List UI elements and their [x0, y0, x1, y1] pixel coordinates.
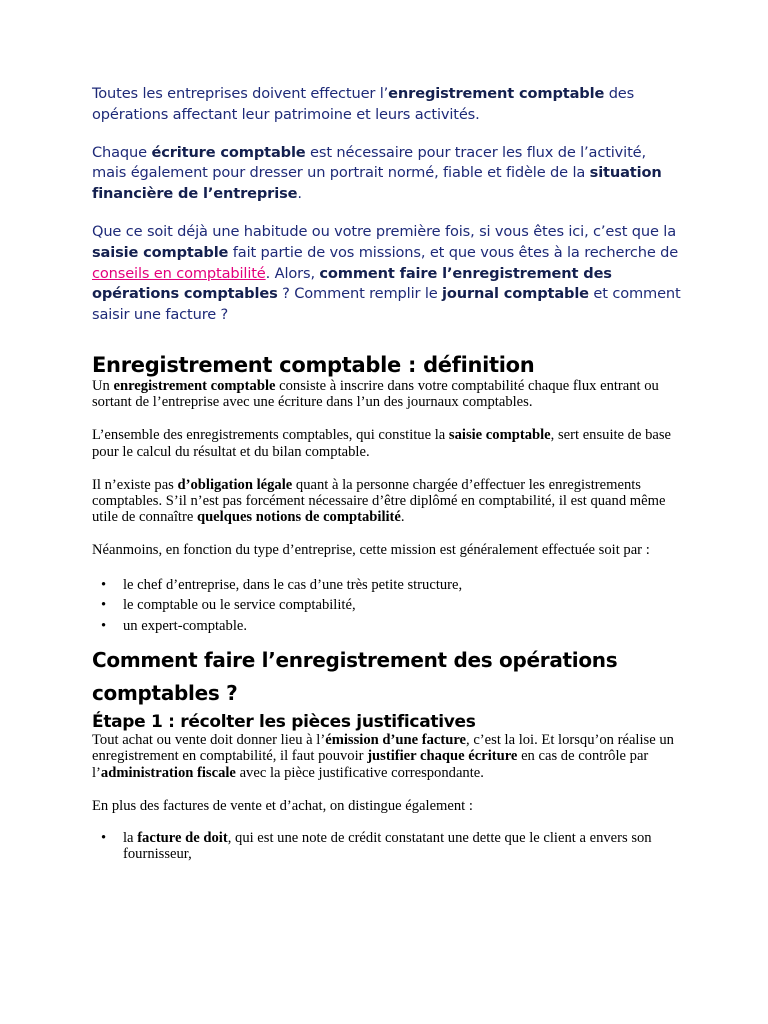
text-run: consiste à inscrire dans votre comptabilité chaque flux entrant ou sortant de l’entreprise avec une écriture dans l’un des journaux comptables. [92, 377, 659, 411]
bold-run: administration fiscale [100, 764, 236, 781]
bold-run: émission d’une facture [325, 732, 467, 749]
text-run: , qui est une note de crédit constatant une dette que le client a envers son fournisseur, [123, 829, 652, 863]
text-run: et comment saisir une facture ? [92, 285, 681, 324]
accounting-advice-link[interactable]: conseils en comptabilité [92, 264, 266, 282]
intro-paragraph-1 [92, 84, 682, 126]
text-run: ? Comment remplir le [277, 285, 443, 303]
how-to-heading: Comment faire l’enregistrement des opérations comptables ? [92, 648, 618, 706]
text-run: Que ce soit déjà une habitude ou votre première fois, si vous êtes ici, c’est que la [92, 222, 676, 240]
step-1-paragraph-1 [92, 732, 682, 781]
bold-run: enregistrement comptable [113, 377, 276, 394]
text-run: Toutes les entreprises doivent effectuer l’ [92, 85, 389, 102]
bold-run: justifier chaque écriture [367, 748, 518, 765]
text-run: Chaque [92, 143, 152, 161]
bold-run: d’obligation légale [177, 476, 293, 493]
responsible-list [92, 575, 682, 637]
text-run: la [123, 829, 138, 846]
definition-paragraph-1 [92, 378, 682, 410]
text-run: avec la pièce justificative correspondante. [235, 764, 484, 781]
bold-run: journal comptable [442, 285, 589, 303]
step-1-paragraph-2: En plus des factures de vente et d’achat, on distingue également : [92, 797, 473, 814]
bold-run: enregistrement comptable [388, 85, 605, 102]
text-run: , c’est la loi. Et lorsqu’on réalise un enregistrement en comptabilité, il faut pouvoir [92, 732, 674, 765]
bold-run: saisie comptable [92, 243, 229, 261]
text-run: est nécessaire pour tracer les flux de l’activité, mais également pour dresser un portrait normé, fiable et fidèle de la [92, 143, 646, 182]
text-run: . [400, 509, 405, 526]
text-run: Tout achat ou vente doit donner lieu à l’ [92, 732, 326, 749]
bold-run: comment faire l’enregistrement des opérations comptables [92, 264, 612, 303]
text-run: fait partie de vos missions, et que vous êtes à la recherche de [228, 243, 679, 261]
list-item [123, 830, 682, 862]
text-run: . Alors, [265, 264, 320, 282]
definition-paragraph-4: Néanmoins, en fonction du type d’entreprise, cette mission est généralement effectuée soit par : [92, 542, 650, 559]
list-item: • le chef d’entreprise, dans le cas d’une très petite structure, [123, 575, 682, 596]
bold-run: saisie comptable [448, 427, 551, 444]
bold-run: écriture comptable [151, 143, 306, 161]
text-run: Un [92, 377, 114, 394]
text-run: , sert ensuite de base pour le calcul du résultat et du bilan comptable. [92, 427, 672, 460]
bold-run: facture de doit [137, 829, 228, 846]
text-run: en cas de contrôle par l’ [92, 748, 649, 781]
text-run: des opérations affectant leur patrimoine et leurs activités. [92, 85, 635, 123]
intro-paragraph-3 [92, 222, 682, 326]
text-run: Il n’existe pas [92, 476, 178, 493]
text-run: . [297, 185, 302, 203]
document-page [92, 84, 682, 862]
list-item: • un expert-comptable. [123, 616, 682, 637]
bold-run: situation financière de l’entreprise [92, 164, 662, 203]
definition-paragraph-3 [92, 477, 682, 526]
text-run: L’ensemble des enregistrements comptables, qui constitue la [92, 427, 449, 444]
intro-paragraph-2 [92, 143, 682, 205]
bold-run: quelques notions de comptabilité [196, 509, 401, 526]
step-1-heading: Étape 1 : récolter les pièces justificatives [92, 712, 476, 733]
text-run: quant à la personne chargée d’effectuer les enregistrements comptables. S’il n’est pas forcément nécessaire d’être diplômé en comptabilité, il est quand même utile de connaître [92, 476, 666, 526]
invoice-types-list [92, 830, 682, 862]
definition-paragraph-2 [92, 427, 682, 459]
definition-heading: Enregistrement comptable : définition [92, 352, 535, 377]
list-item: • le comptable ou le service comptabilité, [123, 595, 682, 616]
